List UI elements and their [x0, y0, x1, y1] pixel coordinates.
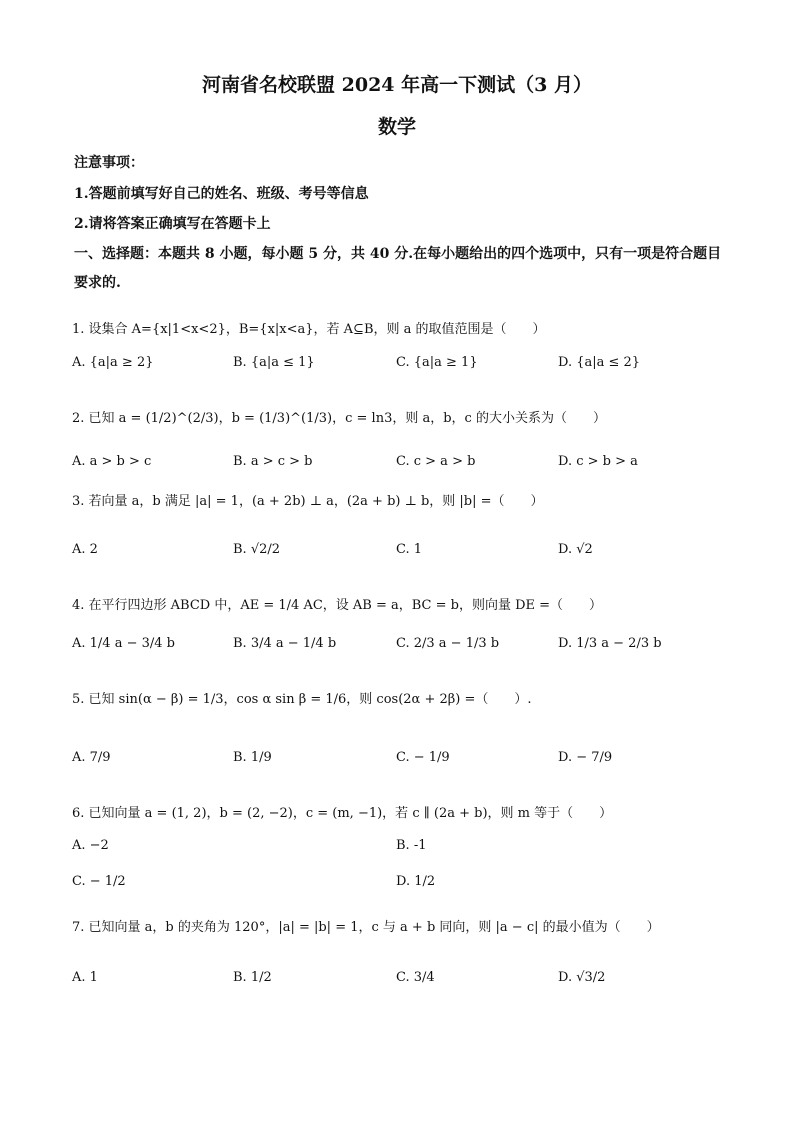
question-1-option-a: A. {a|a ≥ 2} [72, 355, 154, 370]
notes-item-2: 2.请将答案正确填写在答题卡上 [74, 216, 271, 232]
question-1-option-b: B. {a|a ≤ 1} [233, 355, 315, 370]
question-4-option-b: B. 3/4 a − 1/4 b [233, 636, 337, 651]
question-6-option-c: C. − 1/2 [72, 874, 126, 889]
question-4-stem: 4. 在平行四边形 ABCD 中，AE = 1/4 AC，设 AB = a，BC = b，则向量 DE =（ ） [72, 598, 603, 613]
question-5-option-c: C. − 1/9 [396, 750, 450, 765]
question-7-option-a: A. 1 [72, 970, 98, 985]
question-4-option-c: C. 2/3 a − 1/3 b [396, 636, 500, 651]
question-1-option-d: D. {a|a ≤ 2} [558, 355, 641, 370]
question-7-option-d: D. √3/2 [558, 970, 606, 985]
question-1-stem: 1. 设集合 A={x|1<x<2}，B={x|x<a}，若 A⊆B，则 a 的取值范围是（ ） [72, 322, 546, 337]
section-1-instructions: 一、选择题：本题共 8 小题，每小题 5 分，共 40 分.在每小题给出的四个选项中，只有一项是符合题目要求的. [74, 246, 722, 291]
question-2-stem: 2. 已知 a = (1/2)^(2/3)，b = (1/3)^(1/3)，c = ln3，则 a，b，c 的大小关系为（ ） [72, 411, 606, 426]
question-7-option-c: C. 3/4 [396, 970, 435, 985]
question-3-option-b: B. √2/2 [233, 542, 281, 557]
question-2-option-c: C. c > a > b [396, 454, 476, 469]
question-4-option-d: D. 1/3 a − 2/3 b [558, 636, 662, 651]
question-5-option-d: D. − 7/9 [558, 750, 613, 765]
question-1-option-c: C. {a|a ≥ 1} [396, 355, 478, 370]
question-2-option-d: D. c > b > a [558, 454, 638, 469]
question-7-option-b: B. 1/2 [233, 970, 272, 985]
question-4-option-a: A. 1/4 a − 3/4 b [72, 636, 175, 651]
question-5-option-b: B. 1/9 [233, 750, 272, 765]
question-5-option-a: A. 7/9 [72, 750, 111, 765]
question-2-option-a: A. a > b > c [72, 454, 152, 469]
question-3-option-d: D. √2 [558, 542, 593, 557]
question-6-stem: 6. 已知向量 a = (1, 2)，b = (2, −2)，c = (m, −1)，若 c ∥ (2a + b)，则 m 等于（ ） [72, 806, 613, 821]
notes-heading: 注意事项： [74, 155, 144, 171]
question-6-option-b: B. -1 [396, 838, 427, 853]
question-2-option-b: B. a > c > b [233, 454, 313, 469]
question-6-option-d: D. 1/2 [396, 874, 436, 889]
question-5-stem: 5. 已知 sin(α − β) = 1/3，cos α sin β = 1/6，则 cos(2α + 2β) =（ ）. [72, 692, 532, 707]
exam-subject: 数学 [377, 116, 416, 138]
question-3-option-c: C. 1 [396, 542, 423, 557]
question-6-option-a: A. −2 [72, 838, 109, 853]
exam-title: 河南省名校联盟 2024 年高一下测试（3 月） [202, 74, 592, 96]
question-3-option-a: A. 2 [72, 542, 98, 557]
notes-item-1: 1.答题前填写好自己的姓名、班级、考号等信息 [74, 186, 369, 202]
question-7-stem: 7. 已知向量 a，b 的夹角为 120°，|a| = |b| = 1，c 与 a + b 同向，则 |a − c| 的最小值为（ ） [72, 920, 660, 935]
question-3-stem: 3. 若向量 a，b 满足 |a| = 1，(a + 2b) ⊥ a，(2a + b) ⊥ b，则 |b| =（ ） [72, 494, 544, 509]
